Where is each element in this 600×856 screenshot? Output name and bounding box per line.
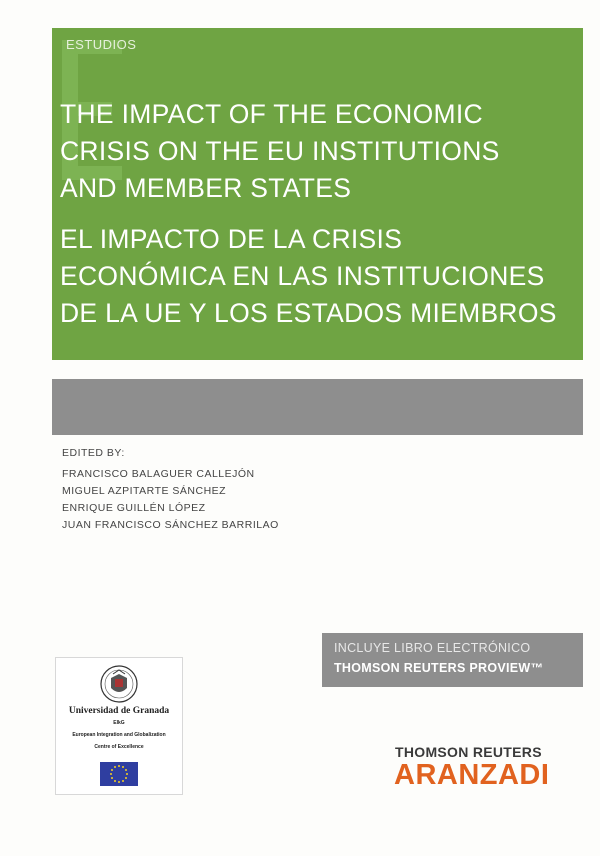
centre-line-2: Centre of Excellence bbox=[94, 744, 144, 750]
university-logo bbox=[55, 657, 183, 795]
ebook-line-2: THOMSON REUTERS PROVIEW™ bbox=[334, 661, 544, 675]
publisher-aranzadi: ARANZADI bbox=[394, 759, 550, 791]
ebook-badge bbox=[322, 633, 583, 687]
university-name: Universidad de Granada bbox=[68, 706, 170, 716]
grey-band bbox=[52, 379, 583, 435]
series-label: ESTUDIOS bbox=[66, 37, 137, 52]
centre-acronym: EIkG bbox=[113, 720, 125, 726]
ebook-line-1: INCLUYE LIBRO ELECTRÓNICO bbox=[334, 641, 531, 655]
title-en-line: CRISIS ON THE EU INSTITUTIONS bbox=[60, 136, 500, 166]
editor-name: ENRIQUE GUILLÉN LÓPEZ bbox=[62, 502, 206, 514]
centre-line-1: European Integration and Globalization bbox=[72, 732, 166, 738]
title-es-line: DE LA UE Y LOS ESTADOS MIEMBROS bbox=[60, 298, 557, 328]
title-es-line: ECONÓMICA EN LAS INSTITUCIONES bbox=[60, 261, 545, 291]
title bbox=[60, 96, 580, 332]
editor-name: JUAN FRANCISCO SÁNCHEZ BARRILAO bbox=[62, 519, 279, 531]
editor-name: FRANCISCO BALAGUER CALLEJÓN bbox=[62, 468, 255, 480]
title-en-line: AND MEMBER STATES bbox=[60, 173, 352, 203]
title-en-line: THE IMPACT OF THE ECONOMIC bbox=[60, 99, 483, 129]
title-es-line: EL IMPACTO DE LA CRISIS bbox=[60, 224, 403, 254]
editors-label: EDITED BY: bbox=[62, 447, 125, 459]
eu-flag-icon bbox=[100, 762, 138, 786]
publisher-thomson-reuters: THOMSON REUTERS bbox=[395, 744, 542, 760]
editors bbox=[62, 447, 279, 534]
editor-name: MIGUEL AZPITARTE SÁNCHEZ bbox=[62, 485, 227, 497]
university-crest-icon bbox=[99, 664, 139, 704]
